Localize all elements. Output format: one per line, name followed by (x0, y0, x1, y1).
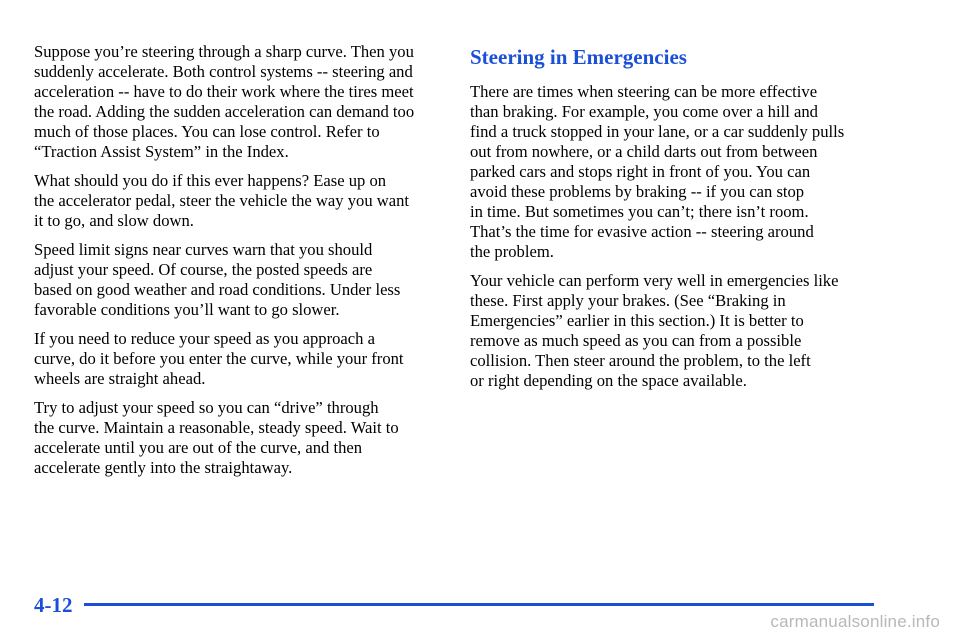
text-line: the curve. Maintain a reasonable, steady speed. Wait to (34, 418, 399, 437)
left-paragraph-5 (34, 398, 442, 478)
text-line: favorable conditions you’ll want to go slower. (34, 300, 340, 319)
watermark-text: carmanualsonline.info (770, 612, 940, 631)
left-paragraph-3 (34, 240, 442, 320)
text-line: avoid these problems by braking -- if you can stop (470, 182, 805, 201)
text-line: Your vehicle can perform very well in emergencies like (470, 271, 839, 290)
text-line: the problem. (470, 242, 554, 261)
text-line: acceleration -- have to do their work where the tires meet (34, 82, 414, 101)
text-line: There are times when steering can be more effective (470, 82, 818, 101)
text-line: it to go, and slow down. (34, 211, 194, 230)
text-line: Try to adjust your speed so you can “drive” through (34, 398, 379, 417)
text-line: accelerate gently into the straightaway. (34, 458, 293, 477)
text-line: the road. Adding the sudden acceleration can demand too (34, 102, 415, 121)
text-line: “Traction Assist System” in the Index. (34, 142, 289, 161)
right-column (470, 44, 880, 400)
right-paragraph-1 (470, 82, 880, 262)
text-line: than braking. For example, you come over a hill and (470, 102, 818, 121)
section-heading: Steering in Emergencies (470, 45, 687, 69)
text-line: adjust your speed. Of course, the posted speeds are (34, 260, 373, 279)
text-line: collision. Then steer around the problem, to the left (470, 351, 811, 370)
text-line: these. First apply your brakes. (See “Braking in (470, 291, 786, 310)
text-line: suddenly accelerate. Both control systems -- steering and (34, 62, 413, 81)
text-line: If you need to reduce your speed as you approach a (34, 329, 375, 348)
left-column (34, 42, 442, 487)
text-line: Speed limit signs near curves warn that you should (34, 240, 373, 259)
text-line: out from nowhere, or a child darts out from between (470, 142, 818, 161)
text-line: the accelerator pedal, steer the vehicle the way you want (34, 191, 410, 210)
text-line: find a truck stopped in your lane, or a car suddenly pulls (470, 122, 845, 141)
text-line: in time. But sometimes you can’t; there isn’t room. (470, 202, 809, 221)
text-line: parked cars and stops right in front of you. You can (470, 162, 811, 181)
right-paragraph-2 (470, 271, 880, 391)
text-line: based on good weather and road conditions. Under less (34, 280, 401, 299)
page-number: 4-12 (34, 593, 73, 617)
footer-divider (84, 603, 874, 606)
text-line: That’s the time for evasive action -- steering around (470, 222, 814, 241)
text-line: much of those places. You can lose control. Refer to (34, 122, 380, 141)
left-paragraph-1 (34, 42, 442, 162)
left-paragraph-2 (34, 171, 442, 231)
text-line: wheels are straight ahead. (34, 369, 206, 388)
left-paragraph-4 (34, 329, 442, 389)
text-line: curve, do it before you enter the curve, while your front (34, 349, 404, 368)
text-line: What should you do if this ever happens? Ease up on (34, 171, 387, 190)
text-line: Suppose you’re steering through a sharp curve. Then you (34, 42, 414, 61)
text-line: Emergencies” earlier in this section.) It is better to (470, 311, 804, 330)
text-line: accelerate until you are out of the curve, and then (34, 438, 363, 457)
text-line: remove as much speed as you can from a possible (470, 331, 802, 350)
text-line: or right depending on the space available. (470, 371, 747, 390)
